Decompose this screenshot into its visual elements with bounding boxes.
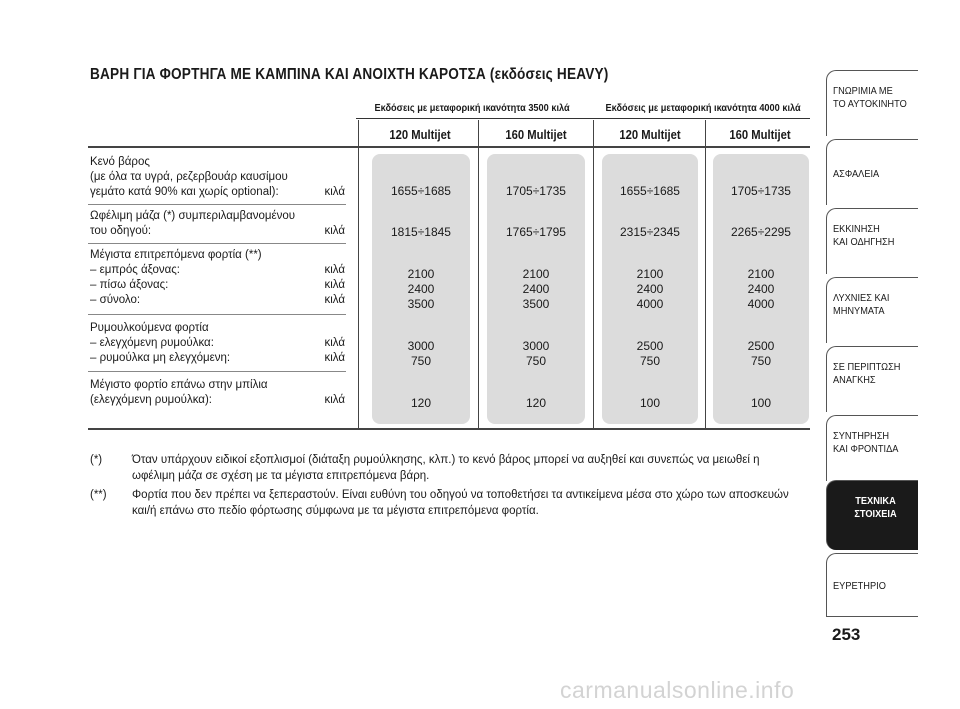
tab-emergency[interactable]: ΣΕ ΠΕΡΙΠΤΩΣΗ ΑΝΑΓΚΗΣ [826,346,918,412]
row-label-payload: Ωφέλιμη μάζα (*) συμπεριλαμβανομένου του οδηγού: κιλά [90,210,345,237]
table-cell: 2100 2400 4000 [636,267,664,311]
footnote-mark: (**) [90,489,107,501]
group-header-4000: Εκδόσεις με μεταφορική ικανότητα 4000 κιλά [605,103,801,114]
tab-technical-data[interactable]: ΤΕΧΝΙΚΑ ΣΤΟΙΧΕΙΑ [826,480,918,550]
row-separator [88,314,346,315]
table-cell: 100 [750,396,772,410]
table-cell: 2500 750 [636,339,664,368]
tab-maintenance[interactable]: ΣΥΝΤΗΡΗΣΗ ΚΑΙ ΦΡΟΝΤΙΔΑ [826,415,918,481]
table-cell: 2265÷2295 [731,225,791,239]
tab-index[interactable]: ΕΥΡΕΤΗΡΙΟ [826,553,918,617]
table-cell: 1705÷1735 [731,184,791,198]
footnote-text: Όταν υπάρχουν ειδικοί εξοπλισμοί (διάταξη ρυμούλκησης, κλπ.) το κενό βάρος μπορεί να αυξηθεί και συνεπώς να μειωθεί η ωφέλιμη μάζα σε σχέση με τα μέγιστα επιτρεπόμενα βάρη. [132,454,760,482]
table-cell: 1655÷1685 [620,184,680,198]
table-cell: 100 [639,396,661,410]
tab-starting-driving[interactable]: ΕΚΚΙΝΗΣΗ ΚΑΙ ΟΔΗΓΗΣΗ [826,208,918,274]
table-cell: 1705÷1735 [506,184,566,198]
column-separator [593,120,594,430]
table-cell: 2315÷2345 [620,225,680,239]
tab-intro[interactable]: ΓΝΩΡΙΜΙΑ ΜΕ ΤΟ ΑΥΤΟΚΙΝΗΤΟ [826,70,918,136]
tab-safety[interactable]: ΑΣΦΑΛΕΙΑ [826,139,918,205]
table-cell: 3000 750 [522,339,550,368]
table-cell: 2500 750 [747,339,775,368]
table-cell: 2100 2400 4000 [747,267,775,311]
table-cell: 3000 750 [407,339,435,368]
row-separator [88,371,346,372]
table-cell: 1655÷1685 [391,184,451,198]
footnote [90,452,800,484]
column-header: 160 Multijet [729,128,791,142]
page-title: ΒΑΡΗ ΓΙΑ ΦΟΡΤΗΓΑ ΜΕ ΚΑΜΠΙΝΑ ΚΑΙ ΑΝΟΙΧΤΗ ΚΑΡΟΤΣΑ (εκδόσεις HEAVY) [90,66,609,83]
header-rule [356,118,810,119]
watermark: carmanualsonline.info [560,677,795,703]
row-label-towed-loads: Ρυμουλκούμενα φορτία – ελεγχόμενη ρυμούλκα: κιλά – ρυμούλκα μη ελεγχόμενη: κιλά [90,322,345,364]
column-separator [358,120,359,430]
tab-lights-messages[interactable]: ΛΥΧΝΙΕΣ ΚΑΙ ΜΗΝΥΜΑΤΑ [826,277,918,343]
row-separator [88,204,346,205]
footnote [90,487,800,519]
table-bottom-rule [88,428,810,430]
footnote-mark: (*) [90,454,103,466]
table-cell: 1815÷1845 [391,225,451,239]
table-cell: 120 [525,396,547,410]
column-header: 120 Multijet [389,128,451,142]
row-label-ball-load: Μέγιστο φορτίο επάνω στην μπίλια (ελεγχόμενη ρυμούλκα): κιλά [90,379,345,406]
page-number: 253 [832,625,861,644]
table-cell: 120 [410,396,432,410]
table-cell: 2100 2400 3500 [407,267,435,311]
row-separator [88,243,346,244]
row-label-max-loads: Μέγιστα επιτρεπόμενα φορτία (**) – εμπρός άξονας: κιλά – πίσω άξονας: κιλά – σύνολο: κιλά [90,249,345,306]
footnote-text: Φορτία που δεν πρέπει να ξεπεραστούν. Είναι ευθύνη του οδηγού να τοποθετήσει τα αντικείμενα μέσα στο χώρο των αποσκευών και/ή επάνω στο πεδίο φόρτωσης σύμφωνα με τα μέγιστα επιτρεπόμενα φορτία. [132,489,789,517]
column-header: 120 Multijet [619,128,681,142]
column-header: 160 Multijet [505,128,567,142]
column-separator [478,120,479,430]
table-cell: 1765÷1795 [506,225,566,239]
table-cell: 2100 2400 3500 [522,267,550,311]
table-top-rule [88,146,810,148]
column-separator [705,120,706,430]
group-header-3500: Εκδόσεις με μεταφορική ικανότητα 3500 κιλά [374,103,570,114]
row-label-empty-weight: Κενό βάρος (με όλα τα υγρά, ρεζερβουάρ καυσίμου γεμάτο κατά 90% και χωρίς optional): κιλά [90,156,345,198]
